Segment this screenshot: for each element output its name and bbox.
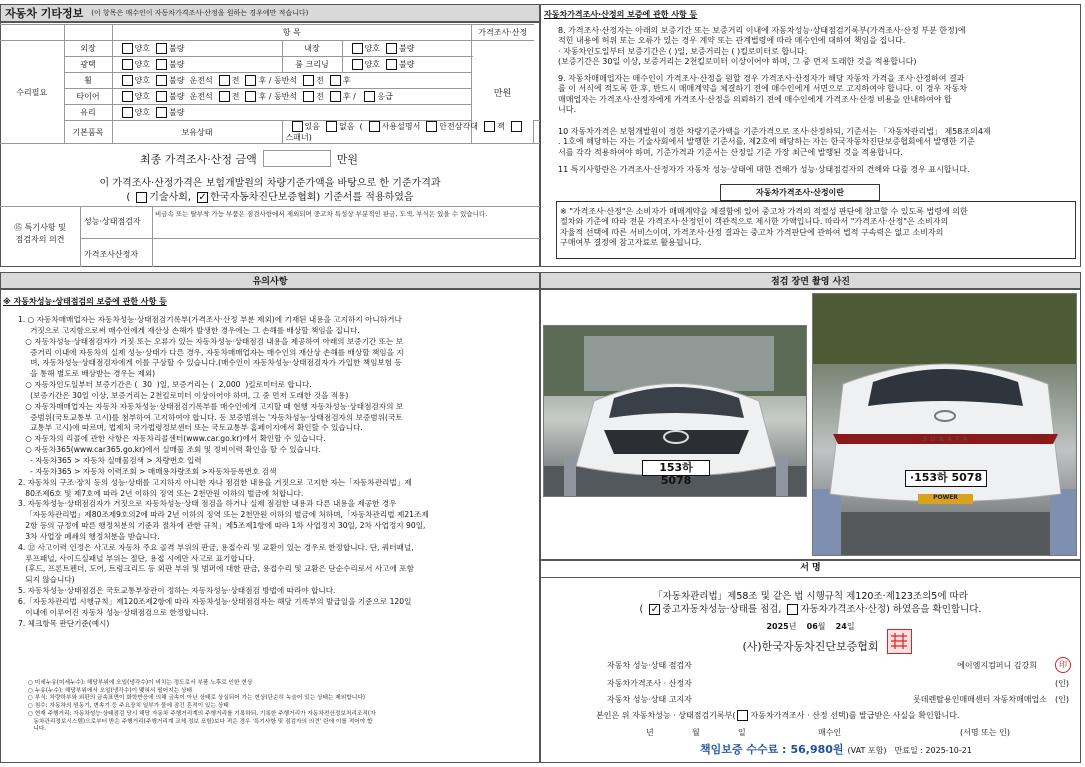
basis-line-2 (0, 188, 540, 203)
fee-value: 56,980원 (790, 743, 844, 756)
front-plate: 153하 5078 (642, 460, 710, 476)
rear-sonata-emblem: S O N A T A (922, 436, 969, 443)
opt-yes: 있음 (304, 122, 320, 131)
item-exterior: 외장 (64, 41, 112, 57)
opt-good: 양호 (134, 76, 150, 85)
opt-bad: 불량 (168, 92, 185, 101)
tire-rear-checkbox[interactable] (330, 91, 341, 102)
buyer-row (540, 727, 1081, 739)
triangle-checkbox[interactable] (426, 121, 437, 132)
day-label: 일 (846, 622, 855, 631)
law-paren: ( (639, 604, 644, 615)
tire-pass-front-checkbox[interactable] (303, 91, 314, 102)
final-price-label: 최종 가격조사·산정 금액 (140, 152, 257, 166)
buyer-year-label: 년 (646, 728, 654, 737)
receipt-text-a: 본인은 위 자동차성능 · 상태점검기록부( (596, 711, 736, 720)
opt-rear: 후 (342, 76, 351, 85)
row-basic: 기본품목 (64, 121, 112, 144)
opt-manual: 사용설명서 (381, 122, 421, 131)
sign-date (540, 621, 1081, 632)
signer-row-1 (607, 660, 1077, 672)
used-car-check-checkbox[interactable] (649, 604, 660, 615)
opt-jack: 잭 (496, 122, 505, 131)
opt-no: 없음 (338, 122, 355, 131)
opt-bad: 불량 (168, 60, 185, 69)
special-label: ⑮ 특기사항 및 점검자의 의견 (14, 223, 66, 244)
opt-driver: 운전석 (189, 76, 213, 85)
price-guarantee-title: 자동차가격조사·산정의 보증에 관한 사항 등 (544, 10, 698, 19)
seal-pattern (888, 630, 910, 652)
para-8: 8. 가격조사·산정자는 아래의 보증기간 또는 보증거리 이내에 자동차성능·상태점검기록부(가격조사·산정 부분 한정)에 적힌 내용에 허위 또는 오류가 있는 경우 계약 또는 관계법령에 따라 매수인에 대하여 책임을 집니다. · 자동차인도일부터 보증기간은 ( )일, 보증거리는 ( )킬로미터로 합니다. (보증기간은 30일 이상, 보증거리는 2천킬로미터 이상이어야 하며, 그 중 먼저 도래한 것을 적용합니다) (558, 26, 966, 67)
inspector-seal: 印 (1055, 657, 1071, 673)
fee-note: (VAT 포함) (847, 746, 887, 755)
divider (152, 206, 153, 267)
opt-good: 양호 (364, 44, 380, 53)
law-line-2 (540, 601, 1081, 615)
opt-front: 전 (316, 92, 324, 101)
seal-mark: (인) (1055, 679, 1069, 688)
row-repair: 수리필요 (0, 41, 64, 144)
opt-spanner: 스패너 (285, 133, 309, 142)
divider (80, 238, 540, 239)
buyer-day-label: 일 (738, 728, 746, 737)
front-photo (543, 325, 807, 497)
inspector-opinion: 비금속 또는 탈부착 가능 부품은 점검사항에서 제외되며 중고차 특성상 부분적인 판금, 도색, 부식은 있을 수 있습니다. (155, 210, 488, 218)
buyer-month-label: 월 (692, 728, 700, 737)
repair-table: 항 목 가격조사·산정 수리필요 외장 양호 불량 내장 양호 불량 만원 광택 양호 불량 룸 크리닝 양호 불량 휠 양호 불량 운전석 전 후 / 동반석 전 후 타이어 양호 불량 운전석 전 후 / 동반석 전 후 / 응급 유리 양호 불량 기본품목 보유상태 있음 없음 ( 사용설명서 안전삼각대 잭스패너) (0, 24, 540, 144)
receipt-text-b: 자동차가격조사 · 산정 선택)를 발급받은 사실을 확인합니다. (750, 711, 960, 720)
sign-day: 24 (835, 622, 847, 631)
col-price: 가격조사·산정 (472, 25, 534, 41)
para-9: 9. 자동차매매업자는 매수인이 가격조사·산정을 원할 경우 가격조사·산정자가 해당 자동차 가격을 조사·산정하여 결과 를 이 서식에 적도록 한 후, 반드시 매매계약을 체결하기 전에 매수인에게 서면으로 고지하여야 합니다. 이 경우 자동차 매매업자는 가격조사·산정자에게 가격조사·산정을 의뢰하기 전에 매수인에게 가격조사·산정 비용을 안내하여야 합 니다. (558, 74, 967, 115)
signer-label: 자동차 성능·상태 점검자 (607, 661, 692, 670)
signer-value: 롯데렌탈용인매매센터 자동차매매업소 (913, 695, 1047, 704)
glass-good-checkbox[interactable] (122, 107, 133, 118)
opt-rear-pass: 후 / 동반석 (258, 76, 298, 85)
fee-label: 책임보증 수수료 : (700, 743, 787, 756)
wheel-driver-front-checkbox[interactable] (219, 75, 230, 86)
buyer-label: 매수인 (818, 728, 842, 737)
criteria-text: ○ 미세누유(미세누수): 해당부위에 오일(냉각수)이 비치는 정도로서 부품 노후로 인한 현상 ○ 누유(누수): 해당부위에서 오일(냉각수)이 맺혀서 떨어지는 상태 ○ 부식: 차량하부와 외판의 금속표면이 화학반응에 의해 금속이 아닌 상태로 상실되어 가는 현상(단순히 녹슬어 있는 상태는 제외합니다) ○ 침수: 자동차의 원동기, 변속기 등 주요장치 일부가 물에 잠긴 흔적이 있는 상태 ○ 현재 주행거리: 자동차성능·상태점검 당시 해당 자동차 주행거리계의 주행거리를 기록하되, 기록한 주행거리가 자동차전산정보처리조직(자 동차관리정보시스템)으로부터 받은 주행거리(주행거리계 교체 정보 포함)보다 적은 경우 '특기사항 및 점검자의 의견' 란에 이를 적어야 합 니다. (28, 680, 376, 733)
spanner-checkbox[interactable] (511, 121, 522, 132)
appraisal-box-title: 자동차가격조사·산정이란 (720, 184, 880, 201)
item-wheel: 휠 (64, 73, 112, 89)
final-price-row (140, 150, 440, 167)
cleaning-bad-checkbox[interactable] (386, 59, 397, 70)
col-item: 항 목 (112, 25, 472, 41)
tire-driver-front-checkbox[interactable] (219, 91, 230, 102)
gloss-bad-checkbox[interactable] (156, 59, 167, 70)
caution-title: 유의사항 (252, 277, 288, 287)
wheel-pass-front-checkbox[interactable] (303, 75, 314, 86)
basis-tech-checkbox[interactable] (136, 192, 147, 203)
opt-bad: 불량 (398, 44, 415, 53)
sign-org: (사)한국자동차진단보증협회 (742, 640, 879, 653)
tire-emergency-checkbox[interactable] (364, 91, 375, 102)
signer-label: 자동차가격조사 · 산정자 (607, 679, 692, 688)
appraiser-label: 가격조사산정자 (84, 250, 139, 259)
divider (80, 206, 81, 267)
used-car-check-label: 중고자동차성능·상태를 점검, (662, 604, 782, 615)
basis-kaia-label: 한국자동차진단보증협회 (210, 192, 317, 203)
jack-checkbox[interactable] (484, 121, 495, 132)
photo-header (540, 272, 1081, 289)
other-info-header (0, 4, 540, 22)
sign-month: 06 (806, 622, 818, 631)
opt-good: 양호 (134, 60, 150, 69)
opt-bad: 불량 (398, 60, 415, 69)
law-line-1: 「자동차관리법」제58조 및 같은 법 시행규칙 제120조·제123조의5에 따라 (653, 591, 968, 602)
item-possession: 보유상태 (112, 121, 282, 144)
price-check-label: 자동차가격조사·산정) 하였음을 확인합니다. (800, 604, 982, 615)
interior-good-checkbox[interactable] (352, 43, 363, 54)
opt-rear: 후 (342, 92, 351, 101)
opt-front: 전 (231, 76, 240, 85)
lift-brand: POWER (933, 494, 958, 501)
basis-line-1: 이 가격조사·산정가격은 보험개발원의 차량기준가액을 바탕으로 한 기준가격과 (99, 178, 441, 189)
item-cleaning: 룸 크리닝 (282, 57, 342, 73)
fee-row (700, 741, 1080, 757)
seal-mark: (인) (1055, 695, 1069, 704)
item-gloss: 광택 (64, 57, 112, 73)
wheel-bad-checkbox[interactable] (156, 75, 167, 86)
opt-rear-pass: 후 / 동반석 (258, 92, 298, 101)
month-label: 월 (817, 622, 826, 631)
inspector-label: 성능·상태점검자 (84, 217, 141, 226)
caution-header (0, 272, 540, 289)
opt-good: 양호 (134, 92, 150, 101)
receipt-line (596, 710, 1076, 721)
opt-good: 양호 (134, 44, 150, 53)
wheel-rear-pass-checkbox[interactable] (245, 75, 256, 86)
basic-yes-checkbox[interactable] (292, 121, 303, 132)
opt-bad: 불량 (168, 44, 185, 53)
photo-title: 점검 장면 촬영 사진 (771, 277, 850, 287)
buyer-sign-label: (서명 또는 인) (960, 728, 1010, 737)
wheel-good-checkbox[interactable] (122, 75, 133, 86)
para-11: 11 특기사항란은 가격조사·산정자가 자동차 성능·상태에 대한 견해가 성능·상태점검자의 견해와 다를 경우 표시합니다. (558, 165, 970, 174)
appraisal-box-text: ※ "가격조사·산정"은 소비자가 매매계약을 체결함에 있어 중고차 가격의 적절성 판단에 참고할 수 있도록 법령에 의한 절차와 기준에 따라 전문 가격조사·산정인이 객관적으로 제시한 가액입니다. 따라서 "가격조사·산정"은 소비자의 자율적 선택에 따른 서비스이며, 가격조사·산정 결과는 중고차 가격판단에 관하여 법적 구속력은 없고 소비자의 구매여부 결정에 참고자료로 활용됩니다. (560, 207, 968, 248)
signer-row-3 (607, 694, 1077, 706)
signer-row-2 (607, 678, 1077, 690)
opt-good: 양호 (364, 60, 380, 69)
price-check-checkbox[interactable] (787, 604, 798, 615)
tire-rear-pass-checkbox[interactable] (245, 91, 256, 102)
rear-car-image (813, 294, 1077, 556)
rear-plate: ·153하 5078 (905, 470, 987, 487)
price-unit: 만원 (472, 41, 534, 144)
rear-photo (812, 293, 1077, 556)
final-price-unit: 만원 (336, 152, 359, 166)
signer-value: 에이엠지컴퍼니 김강희 (957, 661, 1037, 670)
opt-front: 전 (231, 92, 240, 101)
item-glass: 유리 (64, 105, 112, 121)
basis-tech-label: 기술사회, (149, 192, 192, 203)
item-tire: 타이어 (64, 89, 112, 105)
opt-driver: 운전석 (189, 92, 213, 101)
final-price-input[interactable] (263, 150, 331, 167)
opt-emergency: 응급 (377, 92, 393, 101)
opt-bad: 불량 (168, 76, 185, 85)
opt-triangle: 안전삼각대 (439, 122, 478, 131)
manual-checkbox[interactable] (369, 121, 380, 132)
exterior-good-checkbox[interactable] (122, 43, 133, 54)
receipt-price-checkbox[interactable] (737, 710, 748, 721)
other-info-title: 자동차 기타정보 (5, 7, 84, 20)
caution-subtitle: ※ 자동차성능·상태점검의 보증에 관한 사항 등 (3, 297, 167, 306)
sign-year: 2025 (766, 622, 789, 631)
glass-bad-checkbox[interactable] (156, 107, 167, 118)
basis-tail: ) 기준서를 적용하였음 (316, 192, 414, 203)
expiry-date: 만료일 : 2025-10-21 (894, 746, 972, 755)
tire-bad-checkbox[interactable] (156, 91, 167, 102)
exterior-bad-checkbox[interactable] (156, 43, 167, 54)
item-interior: 내장 (282, 41, 342, 57)
other-info-note: (이 항목은 매수인이 자동차가격조사·산정을 원하는 경우에만 적습니다) (91, 9, 309, 17)
interior-bad-checkbox[interactable] (386, 43, 397, 54)
year-label: 년 (788, 622, 797, 631)
para-10: 10 자동차가격은 보험개발원이 정한 차량기준가액을 기준가격으로 조사·산정하되, 기준서는 「자동차관리법」 제58조의4제 . 1호에 해당하는 자는 기술사회에서 발행한 기준서를, 제2호에 해당하는 자는 한국자동차진단보증협회에서 발행한 기준 서를 각각 적용하여야 하며, 기준가격과 기준서는 산정일 기준 가장 최근에 발행된 것을 적용합니다. (558, 127, 991, 157)
opt-bad: 불량 (168, 108, 185, 117)
caution-text: 1. ○ 자동차매매업자는 자동차성능·상태점검기록부(가격조사·산정 부분 제외)에 기재된 내용을 고지하지 아니하거나 거짓으로 고지함으로써 매수인에게 재산상 손해가 발생한 경우에는 그 손해를 배상할 책임을 집니다. ○ 자동차성능·상태점검자가 거짓 또는 오류가 있는 자동차성능·상태점검 내용을 제공하여 아래의 보증기간 또는 보 증거리 이내에 자동차의 실제 성능·상태가 다른 경우, 자동차매매업자는 매수인의 재산상 손해를 배상할 책임을 지 며, 자동차성능·상태점검자에게 이를 구상할 수 있습니다.(매수인이 자동차성능·상태점검자가 가입한 책임보험 등 을 통해 별도로 배상받는 경우는 제외) ○ 자동차인도일부터 보증기간은 ( 30 )일, 보증거리는 ( 2,000 )킬로미터로 합니다. (보증기간은 30일 이상, 보증거리는 2천킬로미터 이상이어야 하며, 그 중 먼저 도래한 것을 적용) ○ 자동차매매업자는 자동차 자동차성능·상태점검기록부를 매수인에게 고지할 때 현행 자동차성능·상태점검자의 보 증범위(국토교통부 고시)를 첨부하여 고지하여야 합니다. 동 보증범위는 '자동차성능·상태점검자의 보증범위(국토 교통부 고시)에 따르며, 법제처 국가법령정보센터 또는 국토교통부 홈페이지에서 확인할 수 있습니다. ○ 자동차의 리콜에 관한 사항은 자동차리콜센터(www.car.go.kr)에서 확인할 수 있습니다. ○ 자동차365(www.car365.go.kr)에서 실매물 조회 및 정비이력 확인을 할 수 있습니다. - 자동차365 > 자동차 실매물검색 > 차량번호 입력 - 자동차365 > 자동차 이력조회 > 매매용차량조회 >자동차등록번호 검색 2. 자동차의 구조·장치 등의 성능·상태를 고지하지 아니한 자나 점검한 내용을 거짓으로 고지한 자는「자동차관리법」제 80조제6호 및 제7호에 따라 2년 이하의 징역 또는 2천만원 이하의 벌금에 처합니다. 3. 자동차성능·상태점검자가 거짓으로 자동차성능·상태 점검을 하거나 실제 점검한 내용과 다른 내용을 제공한 경우 「자동차관리법」제80조제9호의2에 따라 2년 이하의 징역 또는 2천만원 이하의 벌금에 처하며,「자동차관리법 제21조제 2항 등의 규정에 따른 행정처분의 기준과 절차에 관한 규칙」제5조제1항에 따라 1차 사업정지 30일, 2차 사업정지 90일, 3차 사업장 폐쇄의 행정처분을 받습니다. 4. ⑫ 사고이력 인정은 사고로 자동차 주요 골격 부위의 판금, 용접수리 및 교환이 있는 경우로 한정합니다. 단, 쿼터패널, 루프패널, 사이드실패널 부위는 절단, 용접 시에만 사고로 표기합니다. (후드, 프론트펜더, 도어, 트렁크리드 등 외판 부위 및 범퍼에 대한 판금, 용접수리 및 교환은 단순수리로서 사고에 포함 되지 않습니다) 5. 자동차성능·상태점검은 국토교통부장관이 정하는 자동차성능·상태점검 방법에 따라야 합니다. 6.「자동차관리법 시행규칙」제120조제2항에 따라 자동차성능·상태점검자는 해당 기록부의 발급일을 기준으로 120일 이내에 이루어진 자동차 성능·상태점검으로 한정합니다. 7. 체크항목 판단기준(예시) (18, 315, 429, 628)
basis-kaia-checkbox[interactable] (197, 192, 208, 203)
org-seal (887, 629, 912, 654)
sign-title: 서 명 (540, 560, 1081, 578)
wheel-rear-checkbox[interactable] (330, 75, 341, 86)
opt-front: 전 (316, 76, 324, 85)
tire-good-checkbox[interactable] (122, 91, 133, 102)
basic-no-checkbox[interactable] (326, 121, 337, 132)
basis-paren: ( (126, 192, 131, 203)
opt-good: 양호 (134, 108, 150, 117)
gloss-good-checkbox[interactable] (122, 59, 133, 70)
signer-label: 자동차 성능·상태 고지자 (607, 695, 692, 704)
cleaning-good-checkbox[interactable] (352, 59, 363, 70)
